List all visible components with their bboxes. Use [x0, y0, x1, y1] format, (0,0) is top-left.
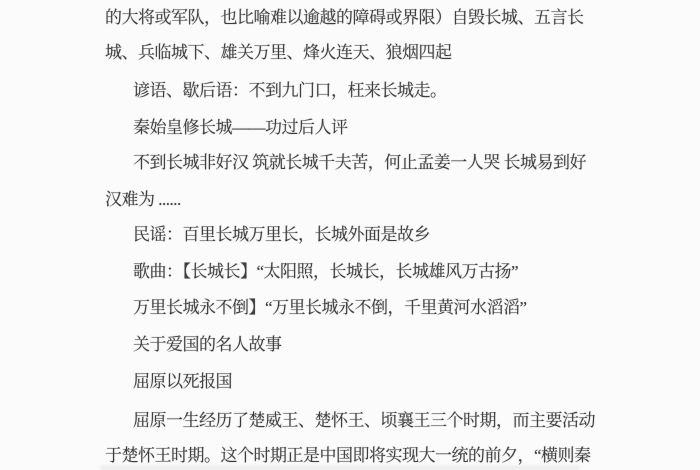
- text-line: 于楚怀王时期。这个时期正是中国即将实现大一统的前夕，“横则秦: [105, 446, 591, 465]
- text-line: 万里长城永不倒】“万里长城永不倒，千里黄河水滔滔”: [133, 298, 527, 317]
- text-line: 歌曲：【长城长】“太阳照，长城长，长城雄风万古扬”: [133, 262, 519, 281]
- text-line: 汉难为 ......: [105, 190, 181, 209]
- text-line: 屈原一生经历了楚威王、楚怀王、顷襄王三个时期，而主要活动: [133, 411, 595, 430]
- text-line: 民谣：百里长城万里长，长城外面是故乡: [133, 225, 430, 244]
- text-line: 屈原以死报国: [133, 372, 232, 391]
- text-line: 城、兵临城下、雄关万里、烽火连天、狼烟四起: [105, 43, 452, 62]
- text-line: 谚语、歇后语：不到九门口，枉来长城走。: [133, 81, 447, 100]
- clipped-next-line-artifact: [100, 466, 580, 470]
- text-line: 秦始皇修长城——功过后人评: [133, 118, 348, 137]
- text-line: 不到长城非好汉 筑就长城千夫苦，何止孟姜一人哭 长城易到好: [133, 153, 586, 172]
- text-line: 的大将或军队，也比喻难以逾越的障碍或界限）自毁长城、五言长: [105, 8, 584, 27]
- text-line: 关于爱国的名人故事: [133, 335, 282, 354]
